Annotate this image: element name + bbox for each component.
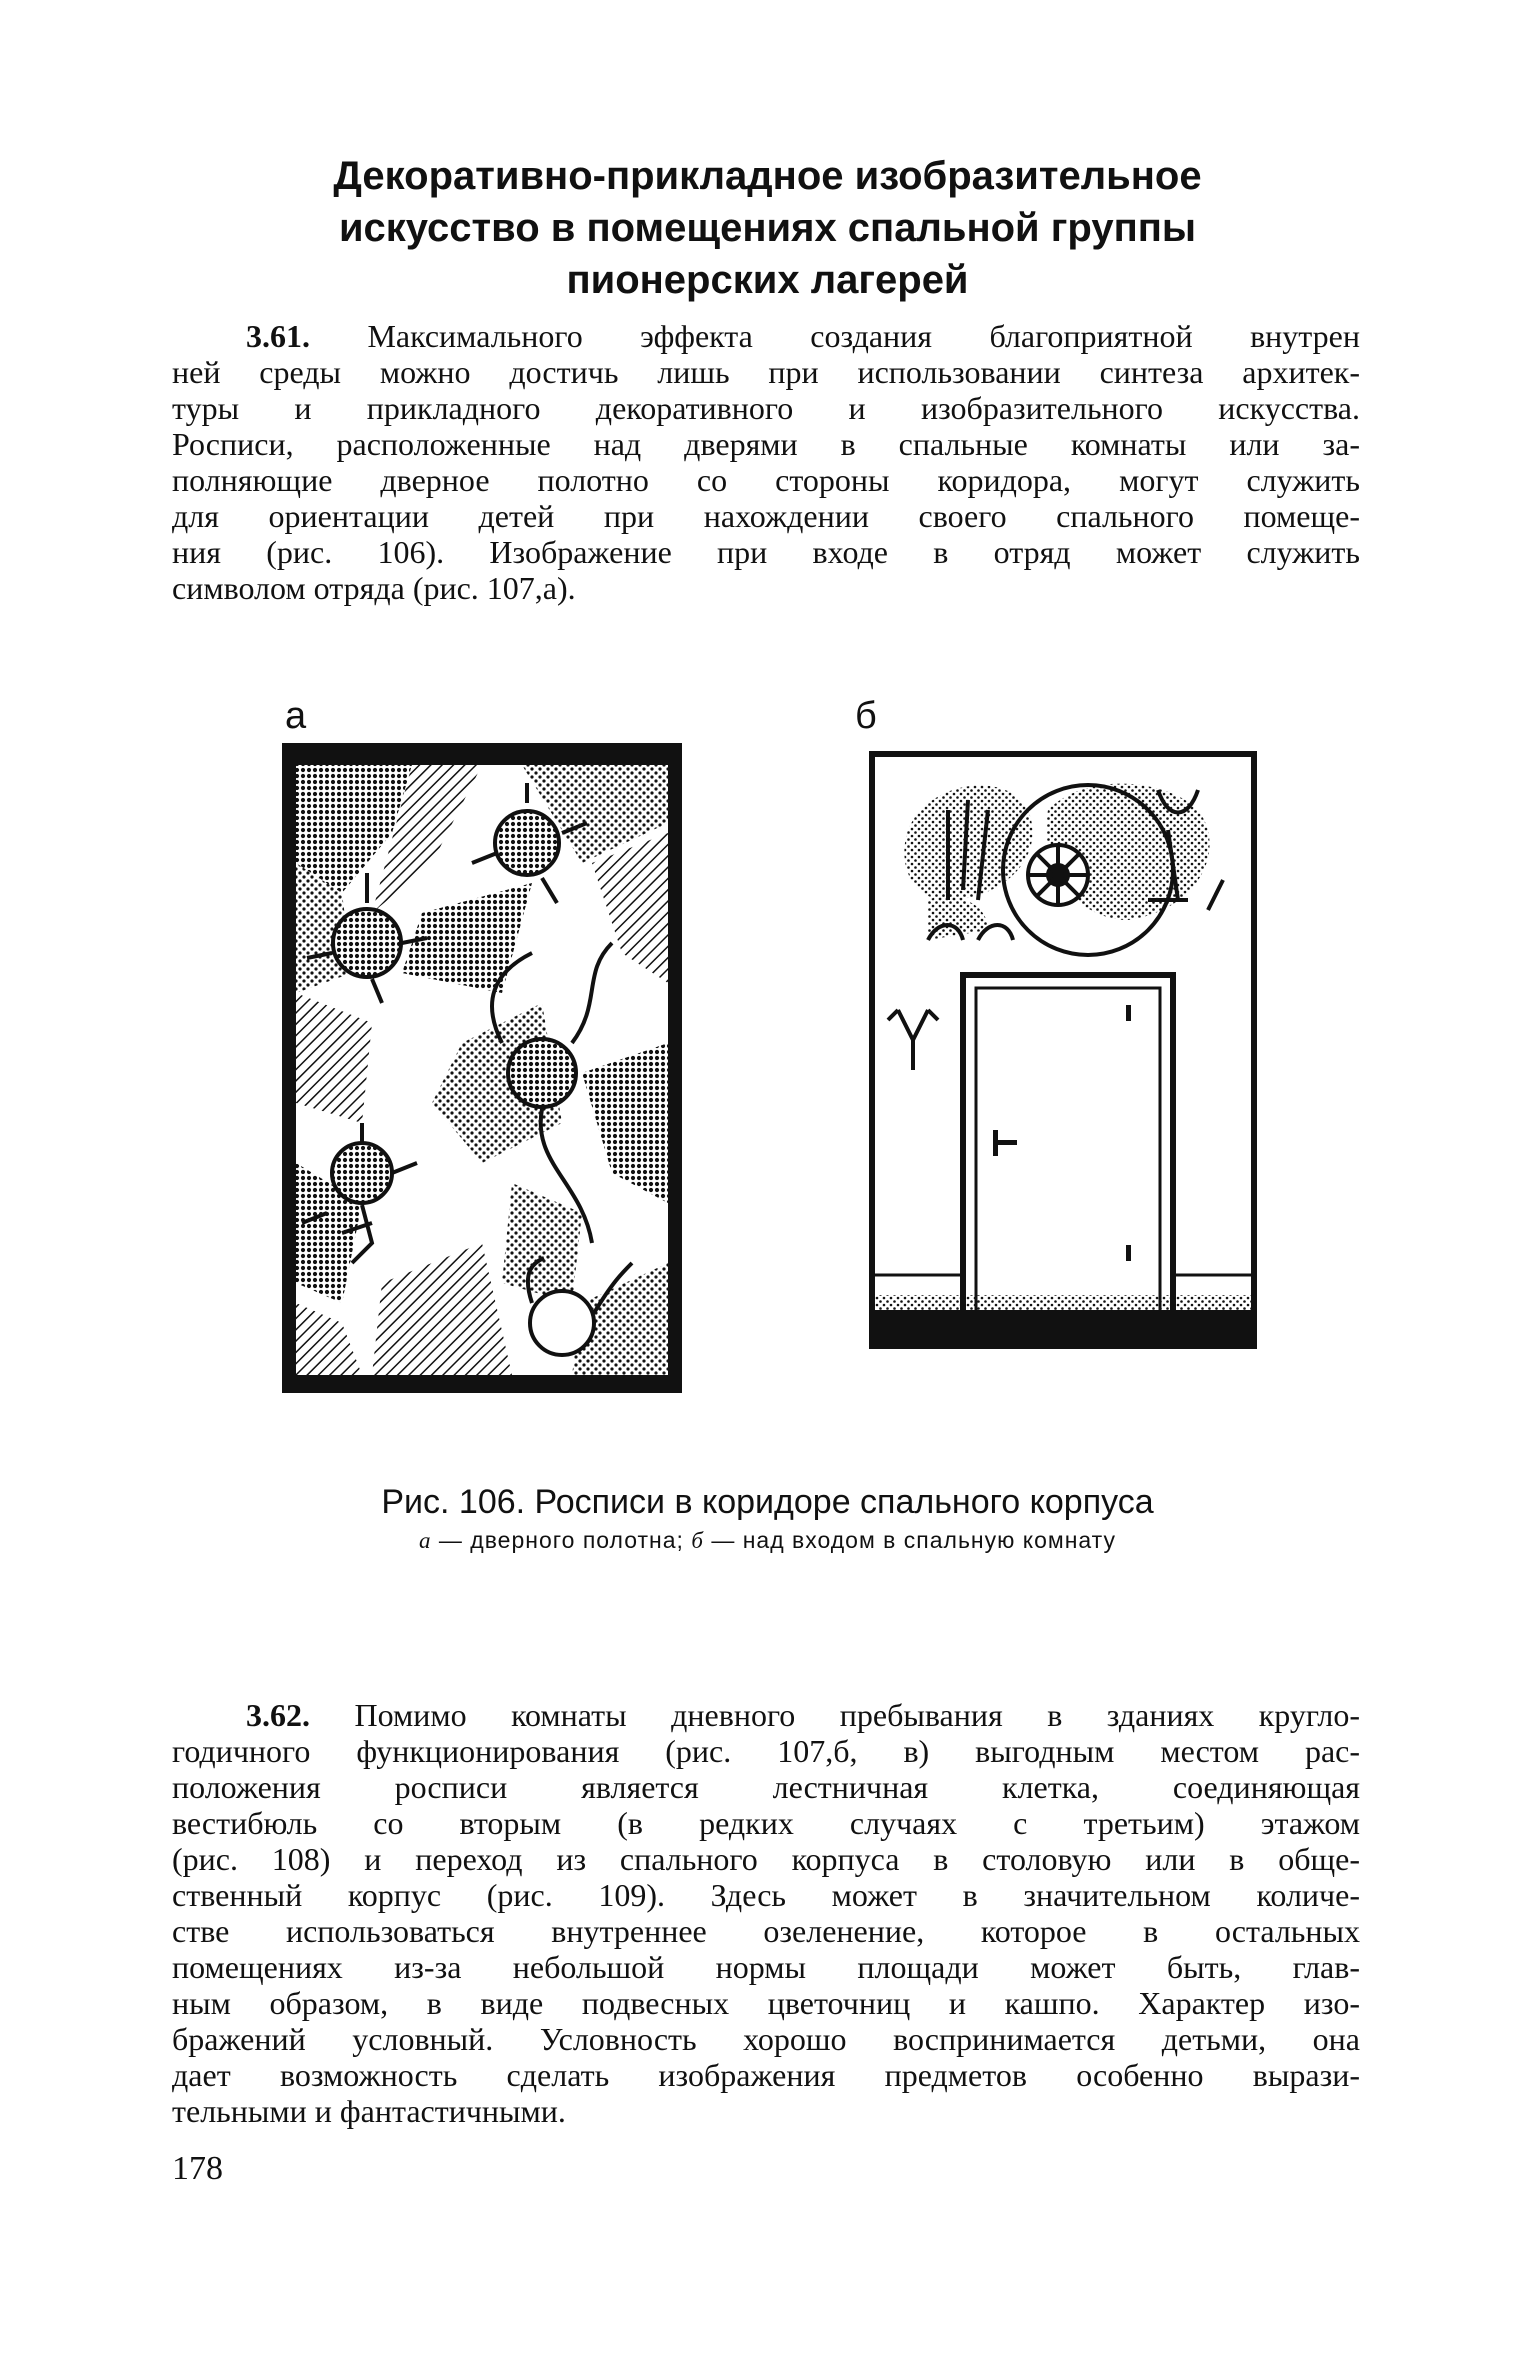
page-number: 178 [172, 2150, 223, 2187]
paragraph-line: полняющие дверное полотно со стороны коридора, могут служить [172, 462, 1360, 498]
paragraph-line: Росписи, расположенные над дверями в спальные комнаты или за- [172, 426, 1360, 462]
figure-label-b: б [855, 695, 877, 737]
paragraph-line: стве использоваться внутреннее озеленение, которое в остальных [172, 1913, 1360, 1949]
paragraph-line: 3.61. Максимального эффекта создания благоприятной внутрен [246, 318, 1361, 354]
paragraph-line: годичного функционирования (рис. 107,б, в) выгодным местом рас- [172, 1733, 1360, 1769]
paragraph-number: 3.62. [246, 1697, 310, 1733]
paragraph-line: ней среды можно достичь лишь при использовании синтеза архитек- [172, 354, 1360, 390]
figure-caption [200, 1480, 1335, 1557]
paragraph-line: туры и прикладного декоративного и изобразительного искусства. [172, 390, 1360, 426]
paragraph-line: для ориентации детей при нахождении своего спального помеще- [172, 498, 1360, 534]
paragraph-line: помещениях из-за небольшой нормы площади может быть, глав- [172, 1949, 1360, 1985]
figure-a-door-leaf-painting [282, 743, 682, 1393]
paragraph-line: вестибюль со вторым (в редких случаях с третьим) этажом [172, 1805, 1360, 1841]
heading-line-3: пионерских лагерей [566, 258, 969, 302]
heading-line-1: Декоративно-прикладное изобразительное [333, 154, 1202, 198]
paragraph-line: дает возможность сделать изображения предметов особенно вырази- [172, 2057, 1360, 2093]
paragraph-3-61 [172, 318, 1360, 606]
paragraph-line: бражений условный. Условность хорошо воспринимается детьми, она [172, 2021, 1360, 2057]
paragraph-line: 3.62. Помимо комнаты дневного пребывания в зданиях кругло- [246, 1697, 1361, 1733]
figure-b-over-door-painting [868, 750, 1258, 1350]
paragraph-line: ным образом, в виде подвесных цветочниц и кашпо. Характер изо- [172, 1985, 1360, 2021]
figure-label-a: а [285, 695, 307, 737]
paragraph-number: 3.61. [246, 318, 310, 354]
figure-subcaption: а — дверного полотна; б — над входом в спальную комнату [419, 1527, 1116, 1553]
paragraph-line: ственный корпус (рис. 109). Здесь может в значительном количе- [172, 1877, 1360, 1913]
paragraph-3-62 [172, 1697, 1360, 2129]
heading-line-2: искусство в помещениях спальной группы [338, 206, 1197, 250]
figure-caption-title: Рис. 106. Росписи в коридоре спального корпуса [381, 1483, 1154, 1521]
section-heading [200, 150, 1335, 306]
paragraph-line: ния (рис. 106). Изображение при входе в отряд может служить [172, 534, 1360, 570]
paragraph-line: символом отряда (рис. 107,а). [172, 570, 576, 606]
paragraph-line: (рис. 108) и переход из спального корпуса в столовую или в обще- [172, 1841, 1360, 1877]
paragraph-line: тельными и фантастичными. [172, 2093, 566, 2129]
paragraph-line: положения росписи является лестничная клетка, соединяющая [172, 1769, 1360, 1805]
